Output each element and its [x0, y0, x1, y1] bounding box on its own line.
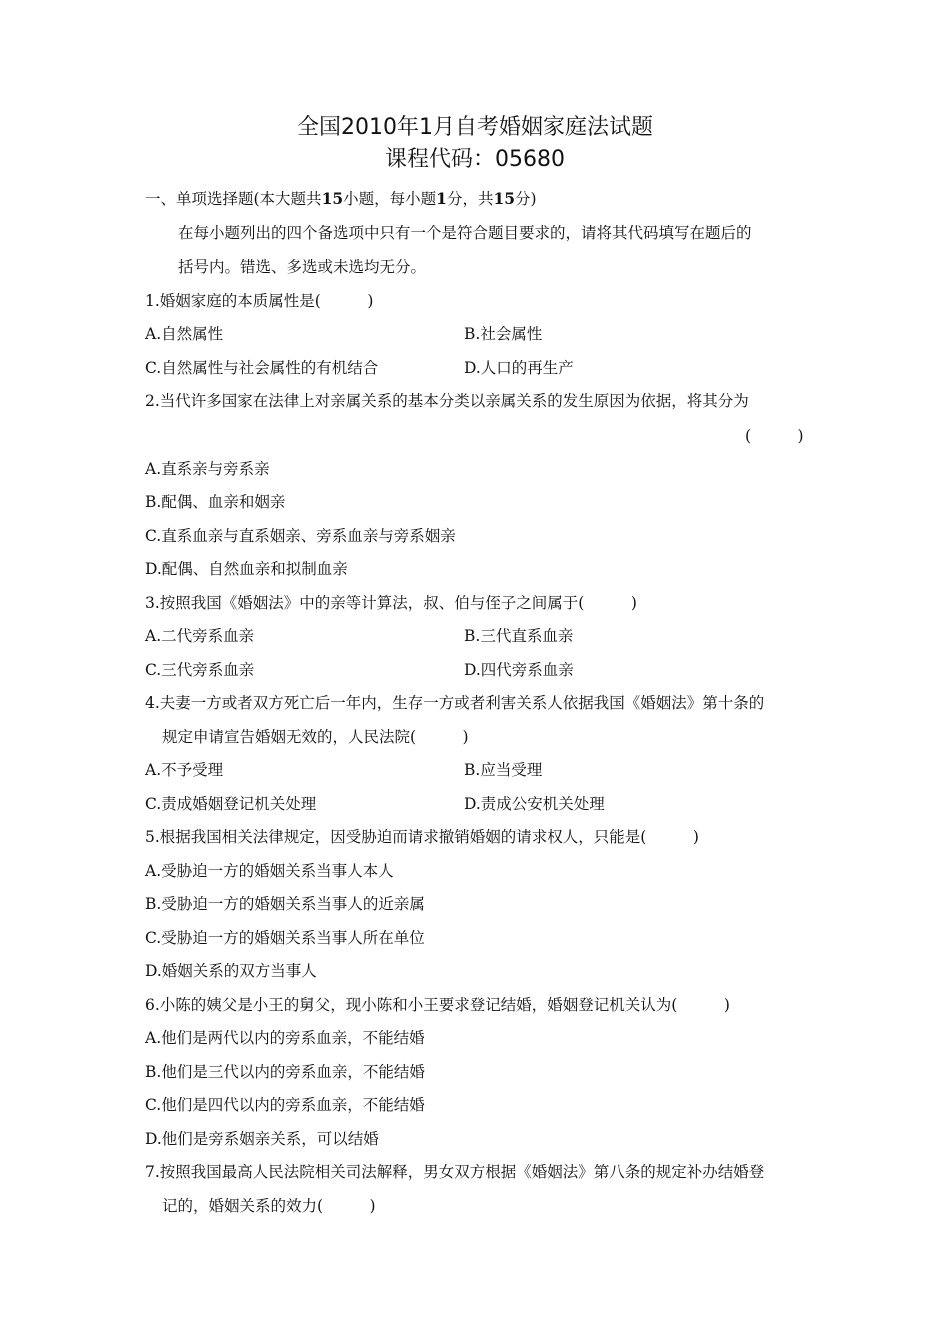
question-2-answer-blank: ( ) [745, 427, 804, 445]
question-6-option-a: A.他们是两代以内的旁系血亲，不能结婚 [145, 1029, 425, 1047]
question-3-option-d: D.四代旁系血亲 [464, 661, 574, 679]
question-5-option-d: D.婚姻关系的双方当事人 [145, 962, 317, 980]
question-6-option-d: D.他们是旁系姻亲关系，可以结婚 [145, 1130, 379, 1148]
question-4-option-d: D.责成公安机关处理 [464, 795, 605, 813]
question-5-option-b: B.受胁迫一方的婚姻关系当事人的近亲属 [145, 895, 425, 913]
question-3-option-a: A.二代旁系血亲 [145, 627, 255, 645]
question-7-stem-cont: 记的，婚姻关系的效力( ) [162, 1197, 376, 1215]
question-1-option-c: C.自然属性与社会属性的有机结合 [145, 359, 379, 377]
exam-title: 全国2010年1月自考婚姻家庭法试题 [297, 115, 653, 140]
question-1-stem: 1.婚姻家庭的本质属性是( ) [145, 292, 374, 310]
question-2-option-d: D.配偶、自然血亲和拟制血亲 [145, 560, 348, 578]
question-4-option-b: B.应当受理 [464, 761, 543, 779]
question-6-stem: 6.小陈的姨父是小王的舅父，现小陈和小王要求登记结婚，婚姻登记机关认为( ) [145, 996, 730, 1014]
question-4-option-c: C.责成婚姻登记机关处理 [145, 795, 317, 813]
section-instruction-line-2: 括号内。错选、多选或未选均无分。 [178, 258, 427, 276]
section-instruction-line-1: 在每小题列出的四个备选项中只有一个是符合题目要求的，请将其代码填写在题后的 [178, 224, 752, 242]
question-5-option-c: C.受胁迫一方的婚姻关系当事人所在单位 [145, 929, 425, 947]
question-3-option-b: B.三代直系血亲 [464, 627, 574, 645]
question-3-stem: 3.按照我国《婚姻法》中的亲等计算法，叔、伯与侄子之间属于( ) [145, 594, 637, 612]
question-4-option-a: A.不予受理 [145, 761, 224, 779]
section-heading: 一、单项选择题(本大题共15小题，每小题1分，共15分) [145, 189, 537, 208]
question-6-option-b: B.他们是三代以内的旁系血亲，不能结婚 [145, 1063, 425, 1081]
question-2-option-b: B.配偶、血亲和姻亲 [145, 493, 286, 511]
question-2-option-a: A.直系亲与旁系亲 [145, 460, 270, 478]
question-1-option-a: A.自然属性 [145, 325, 224, 343]
question-4-stem-cont: 规定申请宣告婚姻无效的，人民法院( ) [162, 728, 469, 746]
question-1-option-d: D.人口的再生产 [464, 359, 574, 377]
course-code: 课程代码：05680 [385, 147, 565, 172]
question-3-option-c: C.三代旁系血亲 [145, 661, 255, 679]
question-6-option-c: C.他们是四代以内的旁系血亲，不能结婚 [145, 1096, 425, 1114]
question-2-option-c: C.直系血亲与直系姻亲、旁系血亲与旁系姻亲 [145, 527, 456, 545]
question-5-stem: 5.根据我国相关法律规定，因受胁迫而请求撤销婚姻的请求权人，只能是( ) [145, 828, 699, 846]
question-1-option-b: B.社会属性 [464, 325, 543, 343]
question-2-stem: 2.当代许多国家在法律上对亲属关系的基本分类以亲属关系的发生原因为依据，将其分为 [145, 392, 749, 410]
question-7-stem: 7.按照我国最高人民法院相关司法解释，男女双方根据《婚姻法》第八条的规定补办结婚登 [145, 1163, 765, 1181]
question-4-stem: 4.夫妻一方或者双方死亡后一年内，生存一方或者利害关系人依据我国《婚姻法》第十条的 [145, 694, 765, 712]
question-5-option-a: A.受胁迫一方的婚姻关系当事人本人 [145, 862, 394, 880]
